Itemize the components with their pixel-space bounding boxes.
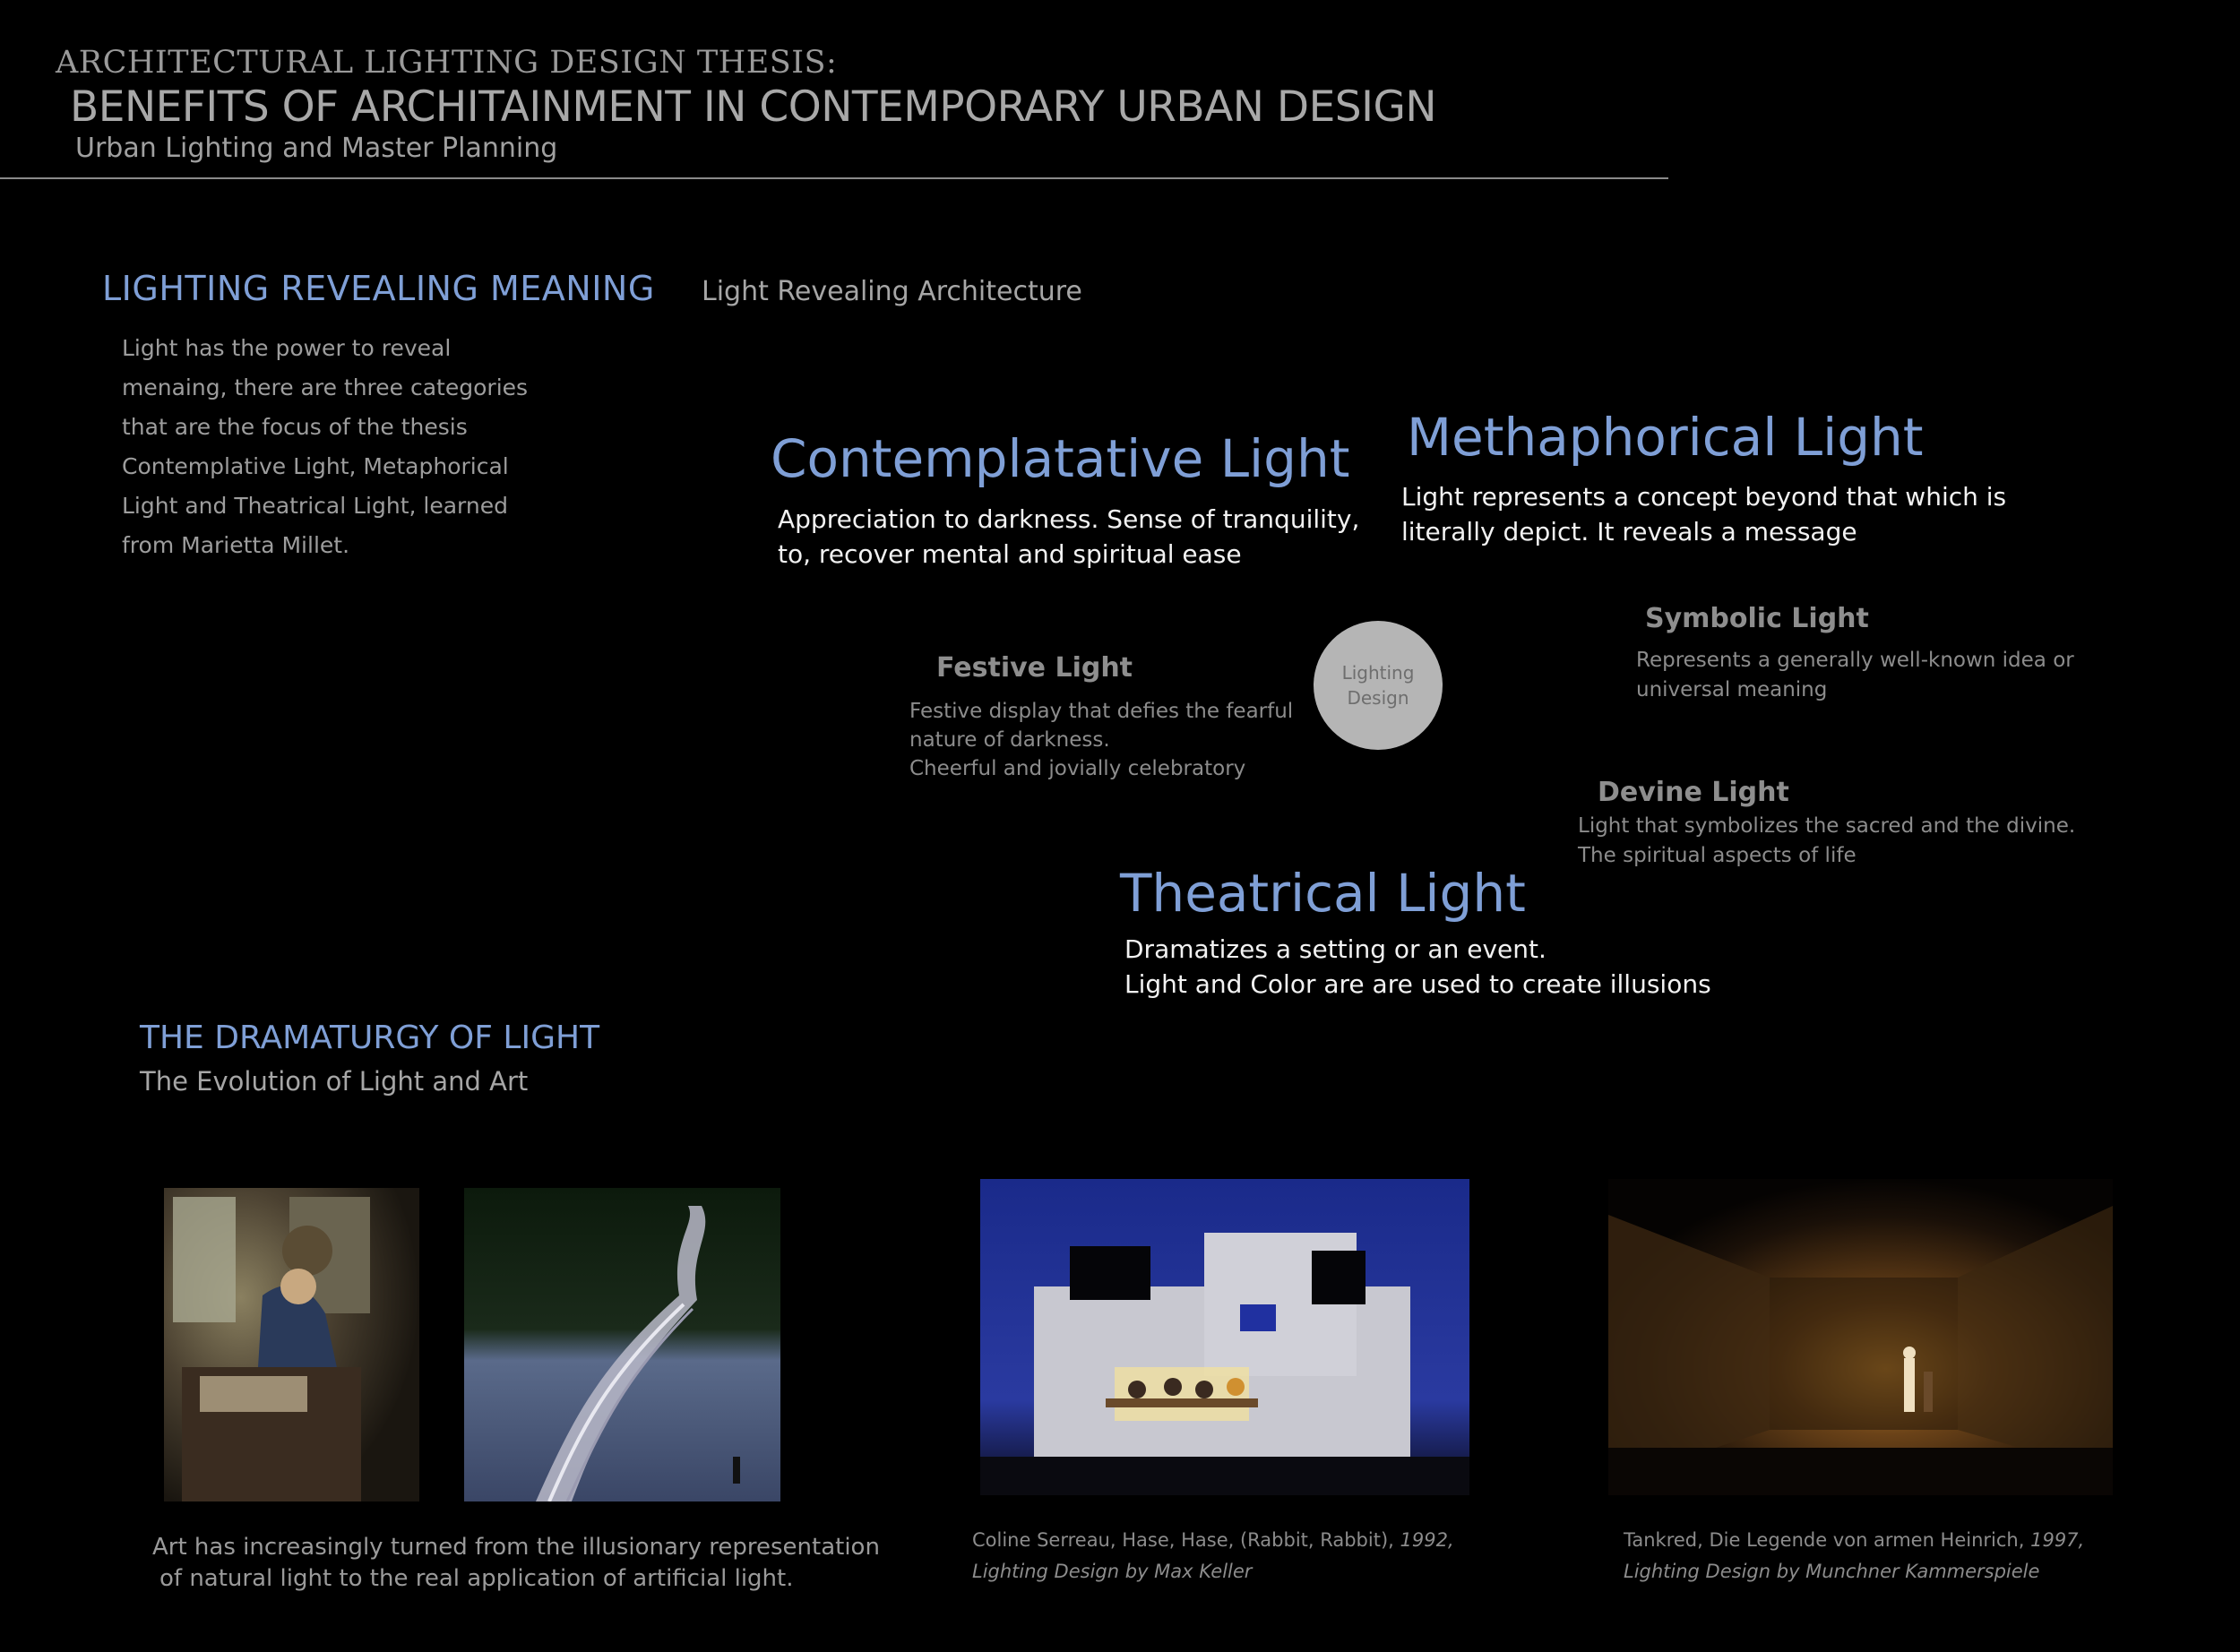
description-line: Represents a generally well-known idea or	[1636, 649, 2074, 672]
metaphorical-title: Methaphorical Light	[1407, 407, 1924, 468]
theatrical-description	[1124, 932, 1711, 1002]
description-line: nature of darkness.	[909, 728, 1110, 752]
meaning-body-line: menaing, there are three categories	[122, 374, 529, 400]
stage-tankred-caption	[1624, 1525, 2084, 1587]
description-line: to, recover mental and spiritual ease	[778, 539, 1242, 569]
caption-line: Art has increasingly turned from the illusionary representation	[152, 1534, 880, 1561]
caption-text: Tankred, Die Legende von armen Heinrich,	[1624, 1529, 2031, 1551]
contemplative-title: Contemplatative Light	[771, 428, 1350, 489]
caption-line	[1624, 1525, 2084, 1556]
caption-line	[972, 1525, 1454, 1556]
description-line: Appreciation to darkness. Sense of tranquility,	[778, 504, 1360, 534]
meaning-body-line: Light and Theatrical Light, learned	[122, 493, 508, 519]
meaning-body-line: Light has the power to reveal	[122, 335, 452, 361]
thesis-label: ARCHITECTURAL LIGHTING DESIGN THESIS:	[56, 45, 838, 81]
caption-year: 1997,	[2030, 1529, 2085, 1551]
caption-year: 1992,	[1400, 1529, 1454, 1551]
description-line: Light that symbolizes the sacred and the divine.	[1578, 814, 2076, 838]
page-title: BENEFITS OF ARCHITAINMENT IN CONTEMPORARY URBAN DESIGN	[70, 82, 1437, 132]
caption-line	[972, 1556, 1454, 1587]
description-line: Light represents a concept beyond that which is	[1401, 482, 2007, 512]
contemplative-description	[778, 502, 1359, 572]
description-line: universal meaning	[1636, 678, 1828, 701]
caption-line	[1624, 1556, 2084, 1587]
dramaturgy-subheading: The Evolution of Light and Art	[140, 1066, 529, 1097]
theatrical-title: Theatrical Light	[1120, 863, 1526, 924]
vermeer-painting-image	[164, 1188, 419, 1501]
meaning-body-line: Contemplative Light, Metaphorical	[122, 453, 509, 479]
description-line: literally depict. It reveals a message	[1401, 517, 1857, 546]
description-line: Dramatizes a setting or an event.	[1124, 934, 1546, 964]
lit-bridge-image	[464, 1188, 780, 1501]
description-line: Light and Color are are used to create illusions	[1124, 969, 1711, 999]
symbolic-description	[1636, 646, 2074, 705]
description-line: Cheerful and jovially celebratory	[909, 757, 1246, 780]
page-subtitle: Urban Lighting and Master Planning	[75, 133, 558, 164]
meaning-subheading: Light Revealing Architecture	[702, 276, 1082, 307]
caption-text: Coline Serreau, Hase, Hase, (Rabbit, Rabbit),	[972, 1529, 1400, 1551]
stage-hase-hase-image	[980, 1179, 1469, 1495]
circle-label-line: Lighting	[1341, 662, 1415, 684]
lighting-design-circle	[1314, 621, 1443, 750]
meaning-heading: LIGHTING REVEALING MEANING	[102, 269, 655, 308]
divine-title: Devine Light	[1598, 777, 1789, 808]
meaning-body	[122, 329, 528, 565]
caption-line: of natural light to the real application of artificial light.	[159, 1565, 794, 1592]
symbolic-title: Symbolic Light	[1645, 603, 1869, 634]
caption-credit: Lighting Design by Max Keller	[972, 1561, 1253, 1582]
festive-title: Festive Light	[936, 652, 1133, 684]
stage-hase-hase-caption	[972, 1525, 1454, 1587]
metaphorical-description	[1401, 479, 2006, 549]
divine-description	[1578, 812, 2075, 871]
dramaturgy-caption	[152, 1532, 880, 1595]
description-line: Festive display that defies the fearful	[909, 700, 1294, 723]
stage-tankred-image	[1608, 1179, 2113, 1495]
caption-credit: Lighting Design by Munchner Kammerspiele	[1624, 1561, 2040, 1582]
meaning-body-line: from Marietta Millet.	[122, 532, 350, 558]
dramaturgy-heading: THE DRAMATURGY OF LIGHT	[140, 1020, 600, 1056]
meaning-body-line: that are the focus of the thesis	[122, 414, 468, 440]
festive-description	[909, 697, 1293, 783]
circle-label-line: Design	[1347, 687, 1409, 709]
header-divider	[0, 177, 1668, 179]
description-line: The spiritual aspects of life	[1578, 844, 1857, 867]
